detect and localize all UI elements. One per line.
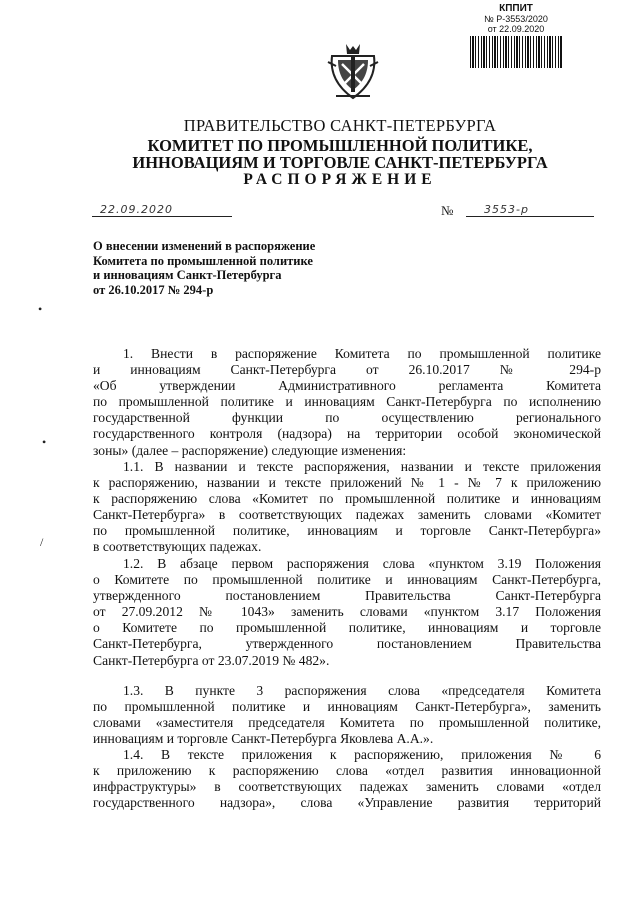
subject-line: от 26.10.2017 № 294-р xyxy=(93,282,214,297)
paragraph-1 xyxy=(93,346,601,459)
text-line: и инновациям Санкт-Петербурга от 26.10.2017 № 294-р xyxy=(93,362,601,378)
text-line: к приложению к распоряжению слова «отдел развития инновационной xyxy=(93,763,601,779)
text-line: государственной функции по осуществлению регионального xyxy=(93,410,601,426)
text-line: о Комитете по промышленной политике, инновациям и торговле xyxy=(93,620,601,636)
coat-of-arms-emblem xyxy=(326,42,380,102)
text-line: 1. Внести в распоряжение Комитета по промышленной политике xyxy=(123,346,601,361)
text-line: о Комитете по промышленной политике и инновациям Санкт-Петербурга, xyxy=(93,572,601,588)
committee-heading-line1: КОМИТЕТ ПО ПРОМЫШЛЕННОЙ ПОЛИТИКЕ, xyxy=(147,136,533,155)
text-line: зоны» (далее – распоряжение) следующие изменения: xyxy=(93,442,407,458)
text-line: Санкт-Петербурга» в соответствующих падежах заменить словами «Комитет xyxy=(93,507,601,523)
text-line: «Об утверждении Административного регламента Комитета xyxy=(93,378,601,394)
text-line: инновациям и торговле Санкт-Петербурга Яковлева А.А.». xyxy=(93,731,434,747)
stamp-org: КППИТ xyxy=(499,3,533,14)
document-number: 3553-р xyxy=(466,203,594,217)
paragraph-1-2 xyxy=(93,556,601,669)
paragraph-1-3 xyxy=(93,683,601,747)
text-line: по промышленной политике и инновациям Санкт-Петербурга», заменить xyxy=(93,699,601,715)
text-line: от 27.09.2012 № 1043» заменить словами «пунктом 3.17 Положения xyxy=(93,604,601,620)
margin-mark: / xyxy=(40,535,44,549)
text-line: по промышленной политике и инновациям Санкт-Петербурга по исполнению xyxy=(93,394,601,410)
text-line: Санкт-Петербурга, утвержденного постановлением Правительства xyxy=(93,636,601,652)
text-line: Санкт-Петербурга от 23.07.2019 № 482». xyxy=(93,652,330,668)
text-line: государственного контроля (надзора) на территории особой экономической xyxy=(93,426,601,442)
registration-stamp xyxy=(468,4,564,68)
text-line: по промышленной политике, инновациям и торговле Санкт-Петербурга» xyxy=(93,523,601,539)
paragraph-1-1 xyxy=(93,459,601,556)
government-heading: ПРАВИТЕЛЬСТВО САНКТ-ПЕТЕРБУРГА xyxy=(183,116,497,135)
text-line: к распоряжению слова «Комитет по промышленной политике и инновациям xyxy=(93,491,601,507)
paragraph-1-4 xyxy=(93,747,601,811)
stamp-reg-number: № Р-3553/2020 xyxy=(484,14,548,24)
margin-mark: • xyxy=(42,435,47,449)
text-line: инфраструктуры» в соответствующих падежах заменить словами «отдел xyxy=(93,779,601,795)
text-line: словами «заместителя председателя Комитета по промышленной политике, xyxy=(93,715,601,731)
number-label: № xyxy=(441,203,454,218)
text-line: утвержденного постановлением Правительства Санкт-Петербурга xyxy=(93,588,601,604)
document-type: РАСПОРЯЖЕНИЕ xyxy=(243,171,437,188)
subject-line: и инновациям Санкт-Петербурга xyxy=(93,268,282,282)
text-line: 1.2. В абзаце первом распоряжения слова «пунктом 3.19 Положения xyxy=(123,556,601,571)
subject-line: О внесении изменений в распоряжение xyxy=(93,239,316,253)
text-line: 1.1. В названии и тексте распоряжения, названии и тексте приложения xyxy=(123,459,601,474)
committee-heading xyxy=(0,137,640,171)
document-subject xyxy=(93,239,353,297)
text-line: 1.3. В пункте 3 распоряжения слова «председателя Комитета xyxy=(123,683,601,698)
text-line: к распоряжению, названии и тексте приложений № 1 - № 7 к приложению xyxy=(93,475,601,491)
stamp-reg-date: от 22.09.2020 xyxy=(487,24,545,34)
margin-mark: • xyxy=(38,302,43,316)
text-line: 1.4. В тексте приложения к распоряжению, приложения № 6 xyxy=(123,747,601,762)
committee-heading-line2: ИННОВАЦИЯМ И ТОРГОВЛЕ САНКТ-ПЕТЕРБУРГА xyxy=(132,153,548,172)
text-line: в соответствующих падежах. xyxy=(93,539,262,555)
text-line: государственного надзора», слова «Управление развития территорий xyxy=(93,795,601,811)
subject-line: Комитета по промышленной политике xyxy=(93,253,313,268)
document-date: 22.09.2020 xyxy=(92,203,232,217)
barcode xyxy=(470,36,562,68)
